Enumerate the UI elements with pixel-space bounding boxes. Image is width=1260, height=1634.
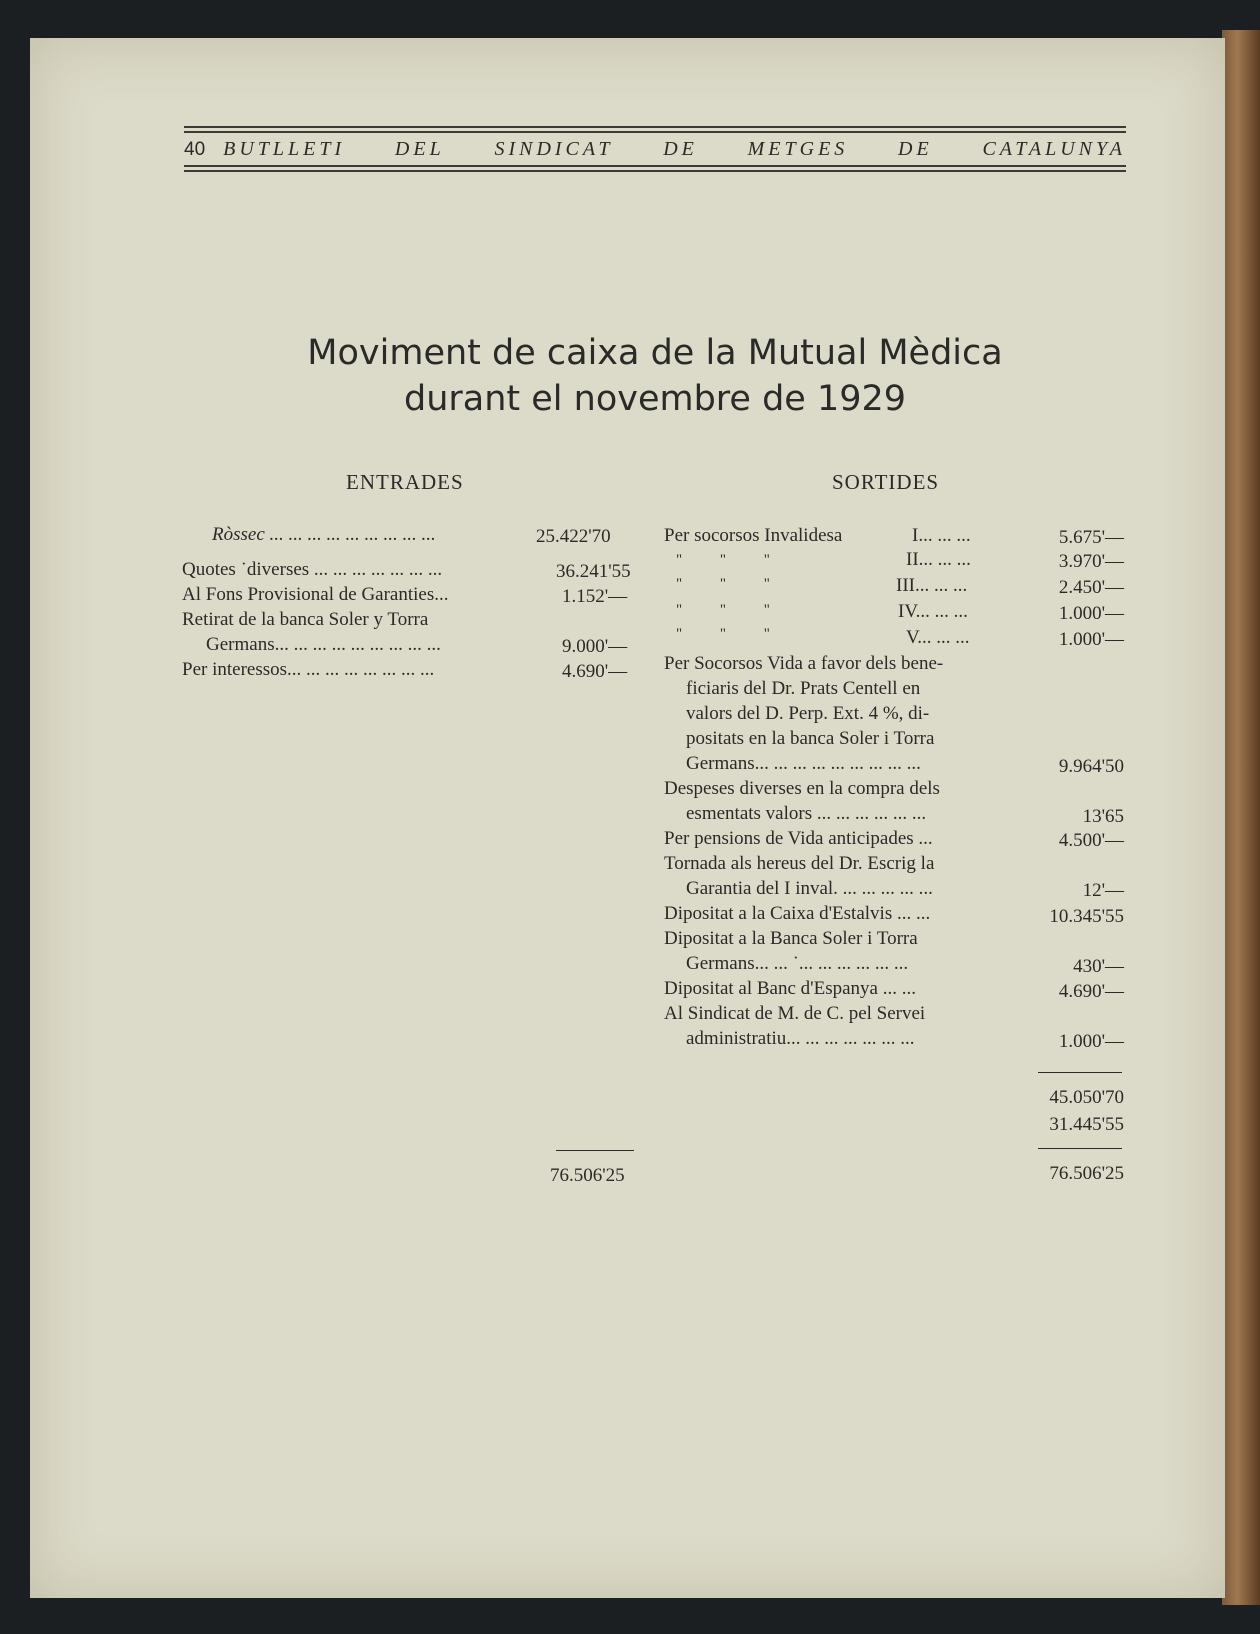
sortides-amount: 1.000'— <box>1058 603 1124 624</box>
entrades-line: Germans... ... ... ... ... ... ... ... ... <box>206 634 441 655</box>
sortides-line: IV... ... ... <box>898 601 968 622</box>
journal-word: BUTLLETI <box>223 138 346 160</box>
entrades-total: 76.506'25 <box>550 1165 625 1186</box>
sortides-line: I... ... ... <box>912 525 971 546</box>
sortides-amount: 12'— <box>1082 880 1124 901</box>
journal-title <box>223 135 1126 163</box>
sortides-amount: 9.964'50 <box>1058 756 1124 777</box>
sortides-line: Per pensions de Vida anticipades ... <box>664 828 933 849</box>
sortides-line: Dipositat a la Banca Soler i Torra <box>664 928 918 949</box>
ditto-marks: " " " <box>676 602 770 618</box>
entrades-line: Ròssec ... ... ... ... ... ... ... ... ... <box>212 524 436 545</box>
header-rule-bottom-2 <box>184 170 1126 172</box>
sortides-line: Dipositat a la Caixa d'Estalvis ... ... <box>664 903 931 924</box>
sortides-amount: 2.450'— <box>1058 577 1124 598</box>
entrades-amount: 9.000'— <box>562 636 628 657</box>
sortides-line: ficiaris del Dr. Prats Centell en <box>686 678 921 699</box>
ditto-marks: " " " <box>676 576 770 592</box>
sortides-amount: 13'65 <box>1082 806 1124 827</box>
sortides-line: Germans... ... ˙... ... ... ... ... ... <box>686 953 909 974</box>
sortides-line: V... ... ... <box>906 627 970 648</box>
journal-word: CATALUNYA <box>982 138 1126 160</box>
sortides-subtotal-rule <box>1038 1072 1122 1073</box>
sortides-amount: 430'— <box>1073 956 1124 977</box>
sortides-line: Garantia del I inval. ... ... ... ... ... <box>686 878 933 899</box>
sortides-amount: 3.970'— <box>1058 551 1124 572</box>
header-rule-top-2 <box>184 131 1126 133</box>
entrades-line: Al Fons Provisional de Garanties... <box>182 584 449 605</box>
sortides-total-rule <box>1038 1148 1122 1149</box>
running-header <box>184 124 1126 174</box>
sortides-line: Dipositat al Banc d'Espanya ... ... <box>664 978 916 999</box>
sortides-line: Tornada als hereus del Dr. Escrig la <box>664 853 935 874</box>
sortides-line: Al Sindicat de M. de C. pel Servei <box>664 1003 926 1024</box>
sortides-balance: 31.445'55 <box>1049 1114 1124 1135</box>
title-line-1: Moviment de caixa de la Mutual Mèdica <box>307 333 1003 373</box>
entrades-amount: 1.152'— <box>562 586 628 607</box>
sortides-line: Despeses diverses en la compra dels <box>664 778 940 799</box>
header-rule-top <box>184 126 1126 128</box>
entrades-amount: 4.690'— <box>562 661 628 682</box>
sortides-line: Per Socorsos Vida a favor dels bene- <box>664 653 944 674</box>
sortides-amount: 10.345'55 <box>1049 906 1124 927</box>
sortides-line: II... ... ... <box>906 549 971 570</box>
entrades-line: Quotes ˙diverses ... ... ... ... ... ... ... <box>182 559 443 580</box>
book-edge <box>1222 30 1260 1605</box>
sortides-line: III... ... ... <box>896 575 968 596</box>
sortides-amount: 1.000'— <box>1058 1031 1124 1052</box>
sortides-line: Germans... ... ... ... ... ... ... ... ... <box>686 753 921 774</box>
ditto-marks: " " " <box>676 552 770 568</box>
sortides-amount: 4.690'— <box>1058 981 1124 1002</box>
article-title <box>184 330 1126 422</box>
header-rule-bottom <box>184 165 1126 167</box>
header-line <box>184 135 1126 163</box>
ditto-marks: " " " <box>676 626 770 642</box>
journal-word: DE <box>898 138 933 160</box>
sortides-line: positats en la banca Soler i Torra <box>686 728 935 749</box>
sortides-line: esmentats valors ... ... ... ... ... ... <box>686 803 927 824</box>
sortides-subtotal: 45.050'70 <box>1049 1087 1124 1108</box>
sortides-amount: 4.500'— <box>1058 830 1124 851</box>
journal-word: DEL <box>394 138 445 160</box>
entrades-total-rule <box>556 1150 634 1151</box>
sortides-amount: 5.675'— <box>1058 527 1124 548</box>
entrades-line: Per interessos... ... ... ... ... ... ... ... <box>182 659 435 680</box>
journal-word: METGES <box>747 138 849 160</box>
sortides-amount: 1.000'— <box>1058 629 1124 650</box>
sortides-line: valors del D. Perp. Ext. 4 %, di- <box>686 703 930 724</box>
page-number: 40 <box>184 139 206 160</box>
sortides-line: Per socorsos Invalidesa <box>664 525 843 546</box>
entrades-amount: 36.241'55 <box>556 561 631 582</box>
sortides-line: administratiu... ... ... ... ... ... ... <box>686 1028 915 1049</box>
journal-word: DE <box>663 138 698 160</box>
sortides-total: 76.506'25 <box>1049 1163 1124 1184</box>
entrades-line: Retirat de la banca Soler y Torra <box>182 609 429 630</box>
sortides-heading: SORTIDES <box>832 470 940 494</box>
title-line-2: durant el novembre de 1929 <box>403 379 907 419</box>
journal-word: SINDICAT <box>494 138 614 160</box>
entrades-amount: 25.422'70 <box>536 526 611 547</box>
entrades-heading: ENTRADES <box>346 470 464 494</box>
